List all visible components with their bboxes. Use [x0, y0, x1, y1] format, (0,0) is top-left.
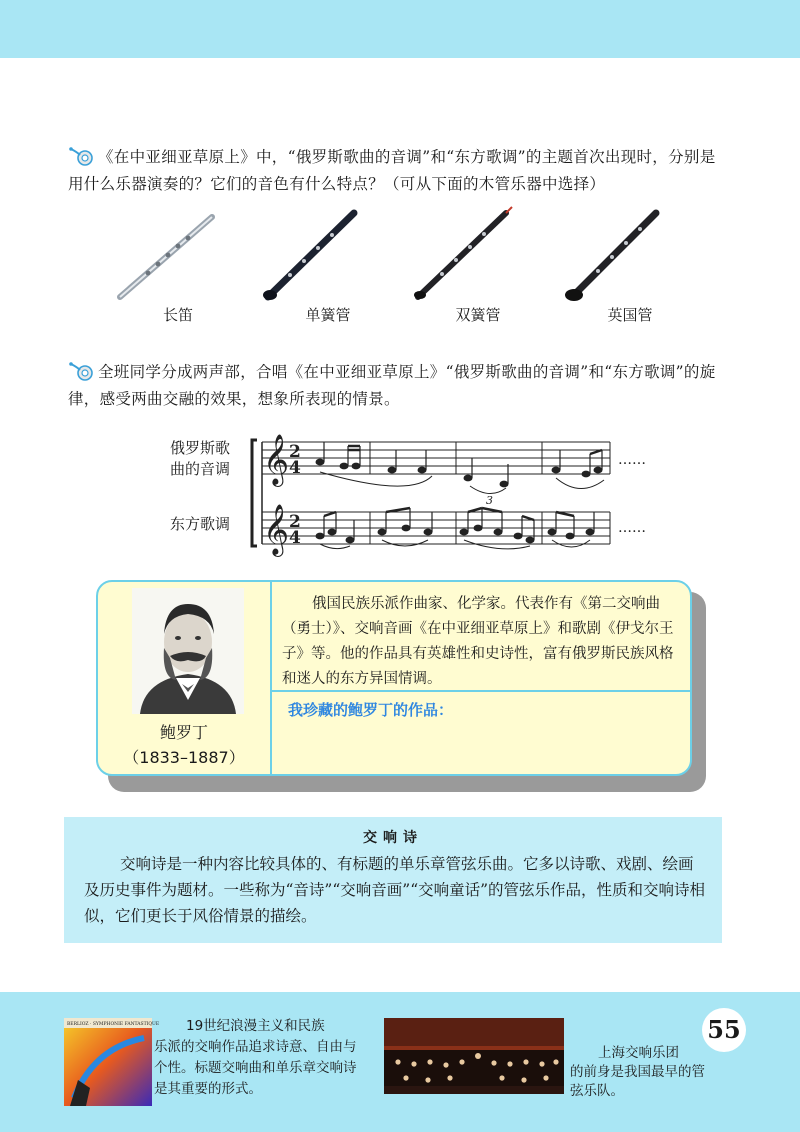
instrument-flute	[108, 205, 248, 325]
page-number: 55	[702, 1008, 746, 1052]
orchestra-photo	[384, 1018, 564, 1094]
composer-years: （1833–1887）	[123, 748, 245, 767]
time-sig-top: 2	[289, 512, 301, 532]
borodin-portrait	[132, 588, 244, 714]
clarinet-icon	[258, 205, 398, 305]
top-band	[0, 0, 800, 58]
score-continuation: ……	[618, 520, 646, 536]
caption-romanticism: 19世纪浪漫主义和民族 乐派的交响作品追求诗意、自由与个性。标题交响曲和单乐章交响诗是其重要的形式。	[154, 1018, 357, 1097]
question-2	[68, 359, 728, 413]
instrument-english-horn	[560, 205, 700, 325]
instrument-clarinet	[258, 205, 398, 325]
flute-icon	[108, 205, 248, 305]
triplet-mark: 3	[486, 494, 493, 507]
composer-bio: 俄国民族乐派作曲家、化学家。代表作有《第二交响曲（勇士）》、交响音画《在中亚细亚草原上》和歌剧《伊戈尔王子》等。他的作品具有英雄性和史诗性，富有俄罗斯民族风格和迷人的东方异国情调。	[282, 596, 674, 687]
time-sig-bottom: 4	[289, 458, 301, 478]
part-2-name: 东方歌调	[169, 515, 230, 533]
instrument-label: 双簧管	[455, 306, 501, 324]
album-cover-image	[64, 1018, 160, 1106]
collection-prompt: 我珍藏的鲍罗丁的作品：	[288, 701, 454, 719]
score-staff	[160, 428, 646, 556]
composer-name: 鲍罗丁	[159, 723, 208, 742]
instrument-label: 单簧管	[305, 306, 351, 324]
oboe-icon	[408, 205, 548, 305]
english-horn-icon	[560, 205, 700, 305]
svg-text:𝄞: 𝄞	[263, 504, 290, 555]
svg-text:𝄞: 𝄞	[263, 434, 290, 485]
bottom-band	[0, 992, 800, 1132]
question-1	[68, 144, 728, 198]
instrument-label: 长笛	[162, 306, 193, 324]
album-cover-title: BERLIOZ · SYMPHONIE FANTASTIQUE	[67, 1022, 160, 1027]
divider	[270, 582, 272, 774]
symphonic-poem-box	[64, 817, 722, 943]
info-body: 交响诗是一种内容比较具体的、有标题的单乐章管弦乐曲。它多以诗歌、戏剧、绘画及历史事件为题材。一些称为“音诗”“交响音画”“交响童话”的管弦乐作品，性质和交响诗相似，它们更长于风俗情景的描绘。	[84, 855, 706, 925]
score-continuation: ……	[618, 452, 646, 468]
question-1-text: 《在中亚细亚草原上》中，“俄罗斯歌曲的音调”和“东方歌调”的主题首次出现时，分别是用什么乐器演奏的？它们的音色有什么特点？（可从下面的木管乐器中选择）	[68, 148, 716, 193]
part-1-name: 俄罗斯歌 曲的音调	[169, 439, 230, 478]
time-sig-top: 2	[289, 442, 301, 462]
composer-card	[96, 580, 692, 776]
time-sig-bottom: 4	[289, 528, 301, 548]
horn-icon	[68, 361, 94, 383]
question-2-text: 全班同学分成两声部，合唱《在中亚细亚草原上》“俄罗斯歌曲的音调”和“东方歌调”的旋律，感受两曲交融的效果，想象所表现的情景。	[68, 363, 716, 408]
music-score	[160, 428, 646, 556]
instrument-oboe	[408, 205, 548, 325]
info-title: 交响诗	[363, 830, 423, 846]
instrument-label: 英国管	[607, 306, 653, 324]
horn-icon	[68, 146, 94, 168]
caption-shanghai-orchestra: 上海交响乐团 的前身是我国最早的管弦乐队。	[570, 1045, 705, 1099]
